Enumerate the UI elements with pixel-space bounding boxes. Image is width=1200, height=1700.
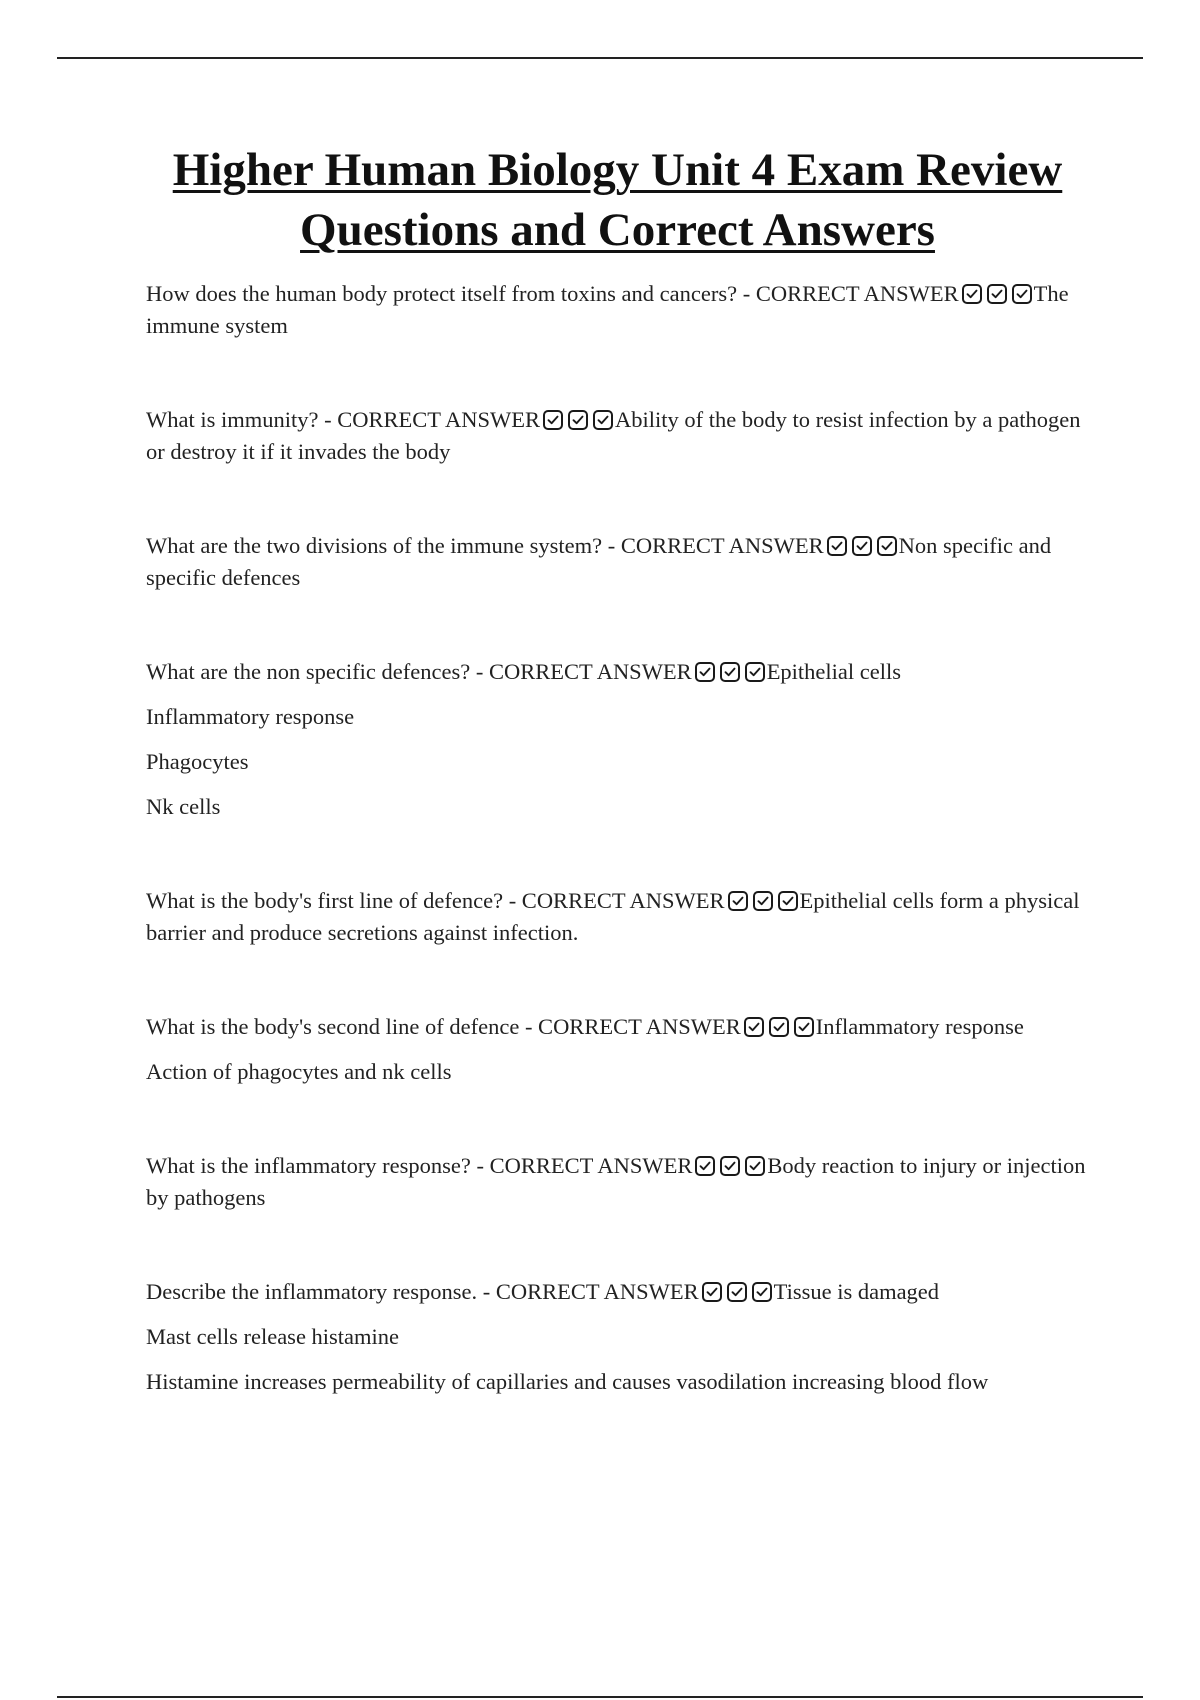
correct-answer-marker: - CORRECT ANSWER [482, 1279, 699, 1304]
qa-line [146, 1276, 1096, 1308]
question-text: What is immunity? [146, 407, 319, 432]
checkbox-checked-icon [543, 410, 563, 430]
correct-answer-marker: - CORRECT ANSWER [476, 1153, 693, 1178]
answer-continuation: Inflammatory response [146, 704, 355, 729]
checkmarks [959, 278, 1034, 310]
checkbox-checked-icon [720, 1156, 740, 1176]
checkbox-checked-icon [745, 1156, 765, 1176]
question-text: How does the human body protect itself from toxins and cancers? [146, 281, 738, 306]
checkmarks [692, 1150, 767, 1182]
correct-answer-marker: - CORRECT ANSWER [475, 659, 692, 684]
qa-line [146, 1150, 1096, 1214]
qa-line [146, 885, 1096, 949]
checkbox-checked-icon [794, 1017, 814, 1037]
answer-continuation: Nk cells [146, 794, 221, 819]
checkbox-checked-icon [695, 1156, 715, 1176]
qa-line [146, 1011, 1096, 1043]
question-text: Describe the inflammatory response. [146, 1279, 478, 1304]
answer-text: Ability of the body to resist infection by a pathogen or destroy it if it invades the body [146, 407, 1081, 464]
checkmarks [699, 1276, 774, 1308]
bottom-rule [57, 1696, 1143, 1698]
checkbox-checked-icon [962, 284, 982, 304]
checkbox-checked-icon [745, 662, 765, 682]
checkmarks [824, 530, 899, 562]
top-rule [57, 57, 1143, 59]
checkbox-checked-icon [852, 536, 872, 556]
correct-answer-marker: - CORRECT ANSWER [607, 533, 824, 558]
checkbox-checked-icon [827, 536, 847, 556]
answer-text: Tissue is damaged [773, 1279, 940, 1304]
answer-text: The immune system [146, 281, 1069, 338]
document-title [100, 140, 1135, 260]
qa-item [146, 1276, 1096, 1398]
question-text: What are the non specific defences? [146, 659, 471, 684]
checkbox-checked-icon [987, 284, 1007, 304]
checkbox-checked-icon [727, 1282, 747, 1302]
answer-continuation: Phagocytes [146, 749, 249, 774]
question-text: What is the body's first line of defence? [146, 888, 504, 913]
qa-item [146, 404, 1096, 468]
checkbox-checked-icon [568, 410, 588, 430]
correct-answer-marker: - CORRECT ANSWER [508, 888, 725, 913]
checkbox-checked-icon [877, 536, 897, 556]
qa-item [146, 656, 1096, 823]
checkmarks [540, 404, 615, 436]
checkbox-checked-icon [702, 1282, 722, 1302]
qa-line [146, 530, 1096, 594]
checkbox-checked-icon [753, 891, 773, 911]
correct-answer-marker: - CORRECT ANSWER [324, 407, 540, 432]
answer-continuation: Histamine increases permeability of capillaries and causes vasodilation increasing blood flow [146, 1369, 989, 1394]
question-text: What are the two divisions of the immune system? [146, 533, 603, 558]
checkbox-checked-icon [720, 662, 740, 682]
answer-text: Non specific and specific defences [146, 533, 1052, 590]
answer-text: Inflammatory response [815, 1014, 1024, 1039]
correct-answer-marker: - CORRECT ANSWER [742, 281, 959, 306]
checkbox-checked-icon [728, 891, 748, 911]
checkbox-checked-icon [1012, 284, 1032, 304]
checkbox-checked-icon [695, 662, 715, 682]
question-text: What is the body's second line of defence [146, 1014, 520, 1039]
checkmarks [741, 1011, 816, 1043]
checkbox-checked-icon [769, 1017, 789, 1037]
checkbox-checked-icon [744, 1017, 764, 1037]
qa-item [146, 278, 1096, 342]
answer-continuation: Action of phagocytes and nk cells [146, 1059, 452, 1084]
qa-item [146, 885, 1096, 949]
qa-item [146, 1011, 1096, 1088]
title-line-2: Questions and Correct Answers [300, 204, 935, 256]
title-line-1: Higher Human Biology Unit 4 Exam Review [172, 144, 1063, 196]
checkbox-checked-icon [778, 891, 798, 911]
answer-continuation: Mast cells release histamine [146, 1324, 400, 1349]
answer-text: Epithelial cells [766, 659, 902, 684]
qa-line [146, 404, 1096, 468]
qa-list [146, 278, 1096, 1460]
checkbox-checked-icon [752, 1282, 772, 1302]
answer-text: Body reaction to injury or injection by pathogens [146, 1153, 1086, 1210]
qa-item [146, 530, 1096, 594]
checkmarks [692, 656, 767, 688]
checkbox-checked-icon [593, 410, 613, 430]
qa-item [146, 1150, 1096, 1214]
checkmarks [725, 885, 800, 917]
answer-text: Epithelial cells form a physical barrier and produce secretions against infection. [146, 888, 1080, 945]
correct-answer-marker: - CORRECT ANSWER [524, 1014, 741, 1039]
qa-line [146, 278, 1096, 342]
question-text: What is the inflammatory response? [146, 1153, 471, 1178]
qa-line [146, 656, 1096, 688]
